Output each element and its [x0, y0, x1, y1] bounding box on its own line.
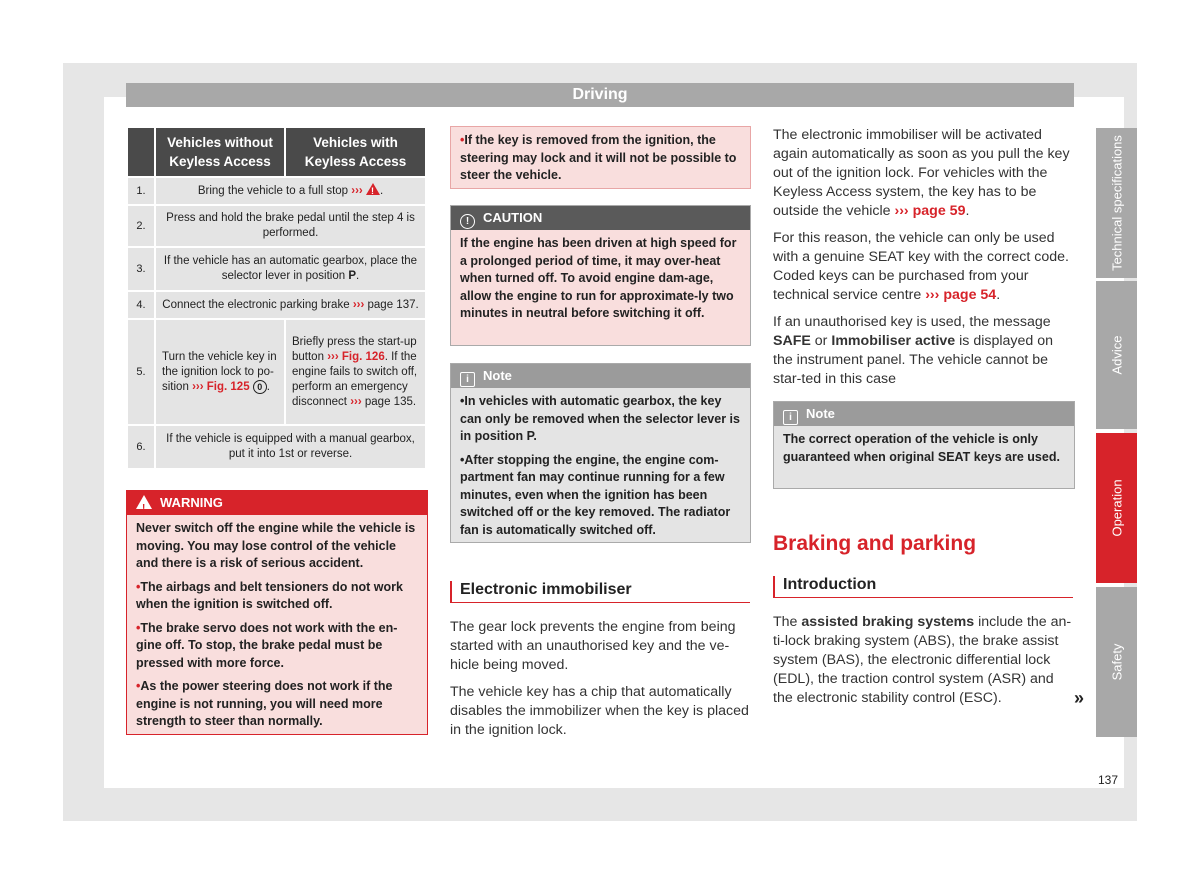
section-title: Braking and parking: [773, 532, 977, 555]
table-row: Connect the electronic parking brake ››› page 137.: [155, 291, 426, 319]
caution-box: [450, 205, 751, 346]
braking-text: The assisted braking systems include the an-ti-lock braking system (ABS), the brake assist system (BAS), the electronic differential lock (EDL), the traction control system (ASR) and the electronic stability control (ESC).: [773, 614, 1072, 706]
warning-triangle-icon: [366, 183, 380, 195]
key-warning-text: • If the key is removed from the ignition, the steering may lock and it will not be possible to steer the vehicle.: [460, 132, 741, 185]
row-number: 3.: [127, 247, 155, 291]
page-link[interactable]: page 59: [912, 203, 966, 219]
table-row: If the vehicle is equipped with a manual gearbox, put it into 1st or reverse.: [155, 425, 426, 469]
row-number: 1.: [127, 177, 155, 205]
warning-intro: Never switch off the engine while the vehicle is moving. You may lose control of the vehicle and there is a risk of serious accident.: [136, 521, 416, 570]
warning-triangle-icon: [136, 495, 152, 509]
page-link[interactable]: page 137: [367, 298, 416, 311]
info-icon: i: [460, 372, 475, 387]
steps-table: [126, 126, 427, 470]
note-bullet: • After stopping the engine, the engine com-partment fan may continue running for a few minutes, even when the ignition has been switched off or the key removed. The radiator fan is automatically switched off.: [460, 452, 741, 540]
table-row: Bring the vehicle to a full stop ››› ! .: [155, 177, 426, 205]
section-header: Driving: [126, 83, 1074, 107]
tab-technical-specifications[interactable]: Technical specifications: [1096, 128, 1137, 278]
figure-link[interactable]: Fig. 125: [206, 380, 250, 393]
immobiliser-text: The gear lock prevents the engine from being started with an unauthorised key and the ve-hicle being moved. The vehicle key has a chip that automatically disables the immobilizer when the key is placed in the ignition lock.: [450, 619, 749, 738]
table-row: Press and hold the brake pedal until the step 4 is performed.: [155, 205, 426, 247]
key-warning-box: [450, 126, 751, 189]
caution-icon: !: [460, 214, 475, 229]
warning-header: !WARNING: [127, 491, 427, 515]
introduction-heading: Introduction: [773, 576, 1073, 598]
row-number: 5.: [127, 319, 155, 425]
tab-safety[interactable]: Safety: [1096, 587, 1137, 737]
warning-bullet: • As the power steering does not work if the engine is not running, you will need more strength to steer than normally.: [136, 678, 418, 731]
warning-box: [126, 490, 428, 735]
col-with-keyless: Vehicles with Keyless Access: [285, 127, 426, 177]
immobiliser-continued: The electronic immobiliser will be activated again automatically as soon as you pull the key out of the ignition lock. For vehicles with the Keyless Access system, the key has to be outside the vehicle ››› page 59. For this reason, the vehicle can only be used with a genuine SEAT key with the correct code. Coded keys can be purchased from your technical service centre ››› page 54. If an unauthorised key is used, the message SAFE or Immobiliser active is displayed on the instrument panel. The vehicle cannot be star-ted in this case: [773, 127, 1070, 387]
warning-bullet: • The brake servo does not work with the en-gine off. To stop, the brake pedal must be pressed with more force.: [136, 620, 418, 673]
col-without-keyless: Vehicles without Keyless Access: [155, 127, 285, 177]
note-header: i Note: [774, 402, 1074, 426]
row-number: 6.: [127, 425, 155, 469]
table-cell-without-keyless: Turn the vehicle key in the ignition lock to po-sition ››› Fig. 125 0 .: [155, 319, 285, 425]
continued-icon: »: [1074, 688, 1085, 708]
caution-header: ! CAUTION: [451, 206, 750, 230]
table-row: If the vehicle has an automatic gearbox, place the selector lever in position P.: [155, 247, 426, 291]
note-box-keys: [773, 401, 1075, 489]
tab-operation[interactable]: Operation: [1096, 433, 1137, 583]
immobiliser-heading: Electronic immobiliser: [450, 581, 750, 603]
row-number: 4.: [127, 291, 155, 319]
note-box: [450, 363, 751, 543]
position-0-icon: 0: [253, 380, 267, 394]
row-number: 2.: [127, 205, 155, 247]
warning-bullet: • The airbags and belt tensioners do not work when the ignition is switched off.: [136, 579, 418, 614]
note-header: i Note: [451, 364, 750, 388]
note-bullet: • In vehicles with automatic gearbox, the key can only be removed when the selector lever is in position P.: [460, 393, 741, 446]
page-link[interactable]: page 135: [364, 395, 413, 408]
figure-link[interactable]: Fig. 126: [341, 350, 385, 363]
page-link[interactable]: page 54: [943, 287, 997, 303]
table-cell-with-keyless: Briefly press the start-up button ››› Fig. 126. If the engine fails to switch off, perform an emergency disconnect ››› page 135.: [285, 319, 426, 425]
info-icon: i: [783, 410, 798, 425]
caution-text: If the engine has been driven at high speed for a prolonged period of time, it may over-heat when turned off. To avoid engine dam-age, allow the engine to run for approximate-ly two minutes in neutral before switching it off.: [460, 236, 737, 320]
tab-advice[interactable]: Advice: [1096, 281, 1137, 429]
note-text: The correct operation of the vehicle is only guaranteed when original SEAT keys are used.: [783, 432, 1060, 464]
table-corner: [127, 127, 155, 177]
page-number: 137: [1098, 773, 1119, 787]
ref-arrow: ›››: [351, 185, 363, 197]
